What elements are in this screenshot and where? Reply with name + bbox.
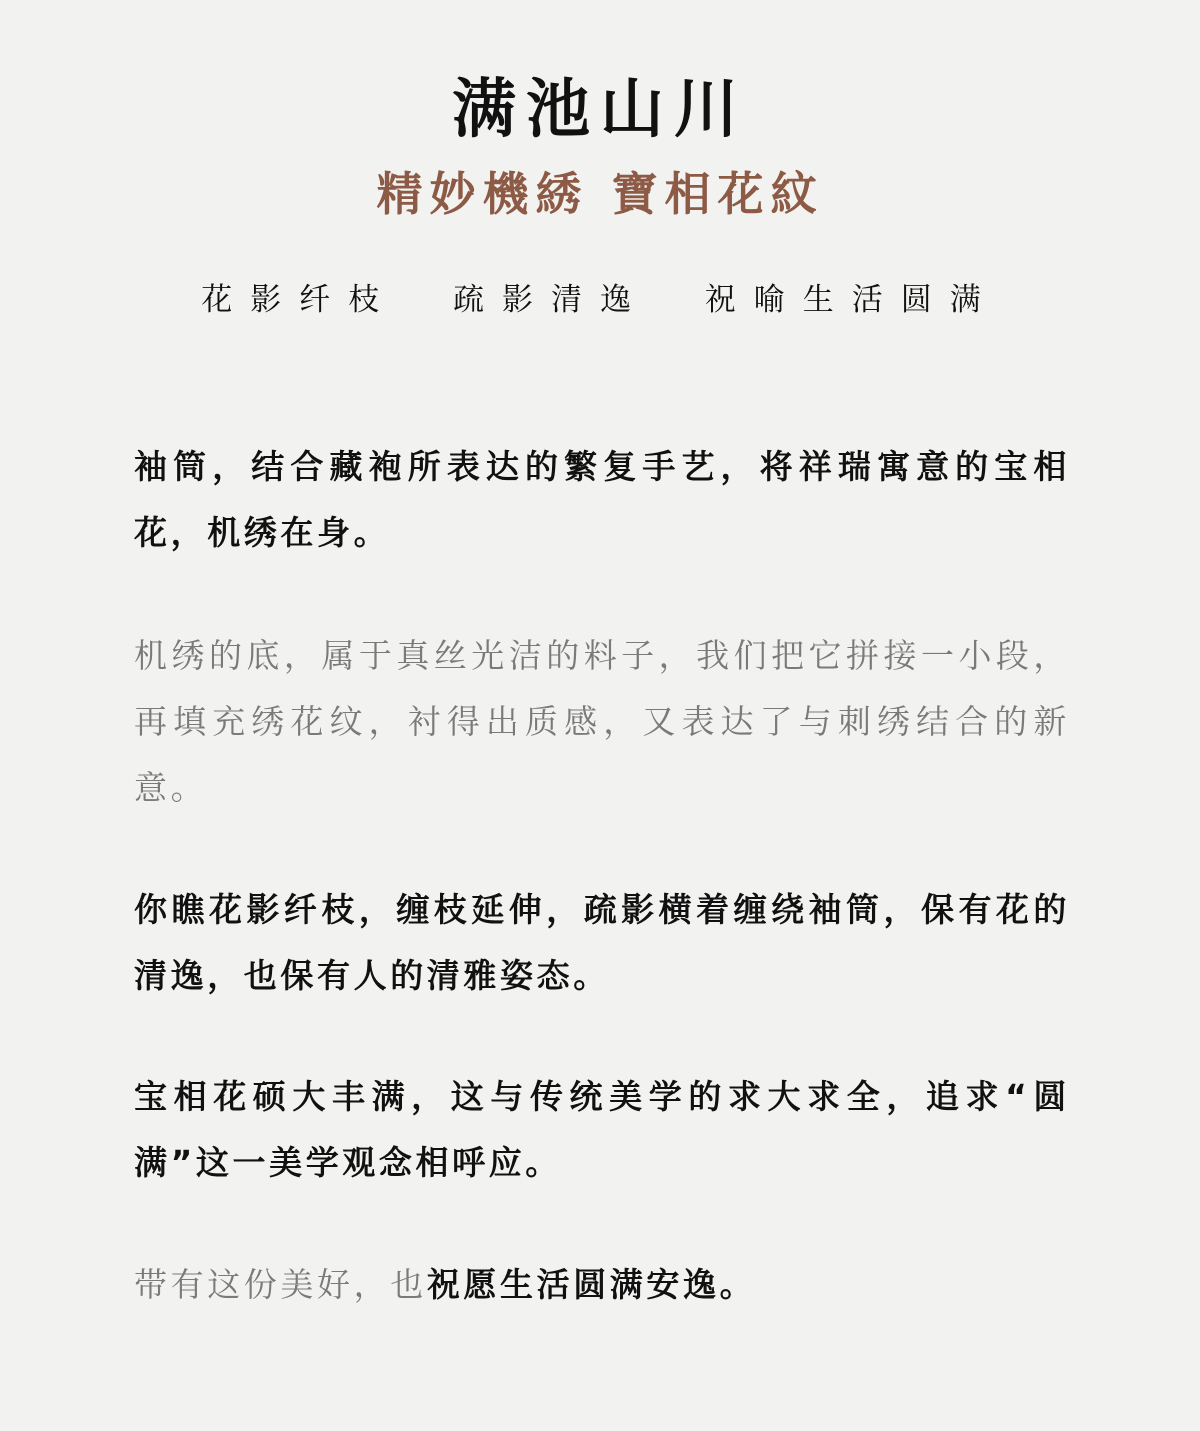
page-title: 满池山川 [452, 72, 748, 147]
paragraph-sleeve-intro: 袖筒，结合藏袍所表达的繁复手艺，将祥瑞寓意的宝相花，机绣在身。 [134, 447, 1070, 552]
page-subtitle: 精妙機綉 寶相花紋 [376, 167, 824, 221]
paragraph-baoxiang-flower: 宝相花硕大丰满，这与传统美学的求大求全，追求“圆满”这一美学观念相呼应。 [134, 1077, 1070, 1182]
closing-bold-text: 祝愿生活圆满安逸。 [426, 1265, 757, 1304]
page-tagline: 花影纤枝 疏影清逸 祝喻生活圆满 [201, 282, 999, 318]
closing-light-text: 带有这份美好，也 [134, 1265, 427, 1304]
paragraph-flower-shadow: 你瞧花影纤枝，缠枝延伸，疏影横着缠绕袖筒，保有花的清逸，也保有人的清雅姿态。 [134, 890, 1070, 995]
paragraph-closing [134, 1252, 1070, 1318]
paragraph-machine-embroidery: 机绣的底，属于真丝光洁的料子，我们把它拼接一小段，再填充绣花纹，衬得出质感，又表达了与刺绣结合的新意。 [134, 636, 1070, 807]
